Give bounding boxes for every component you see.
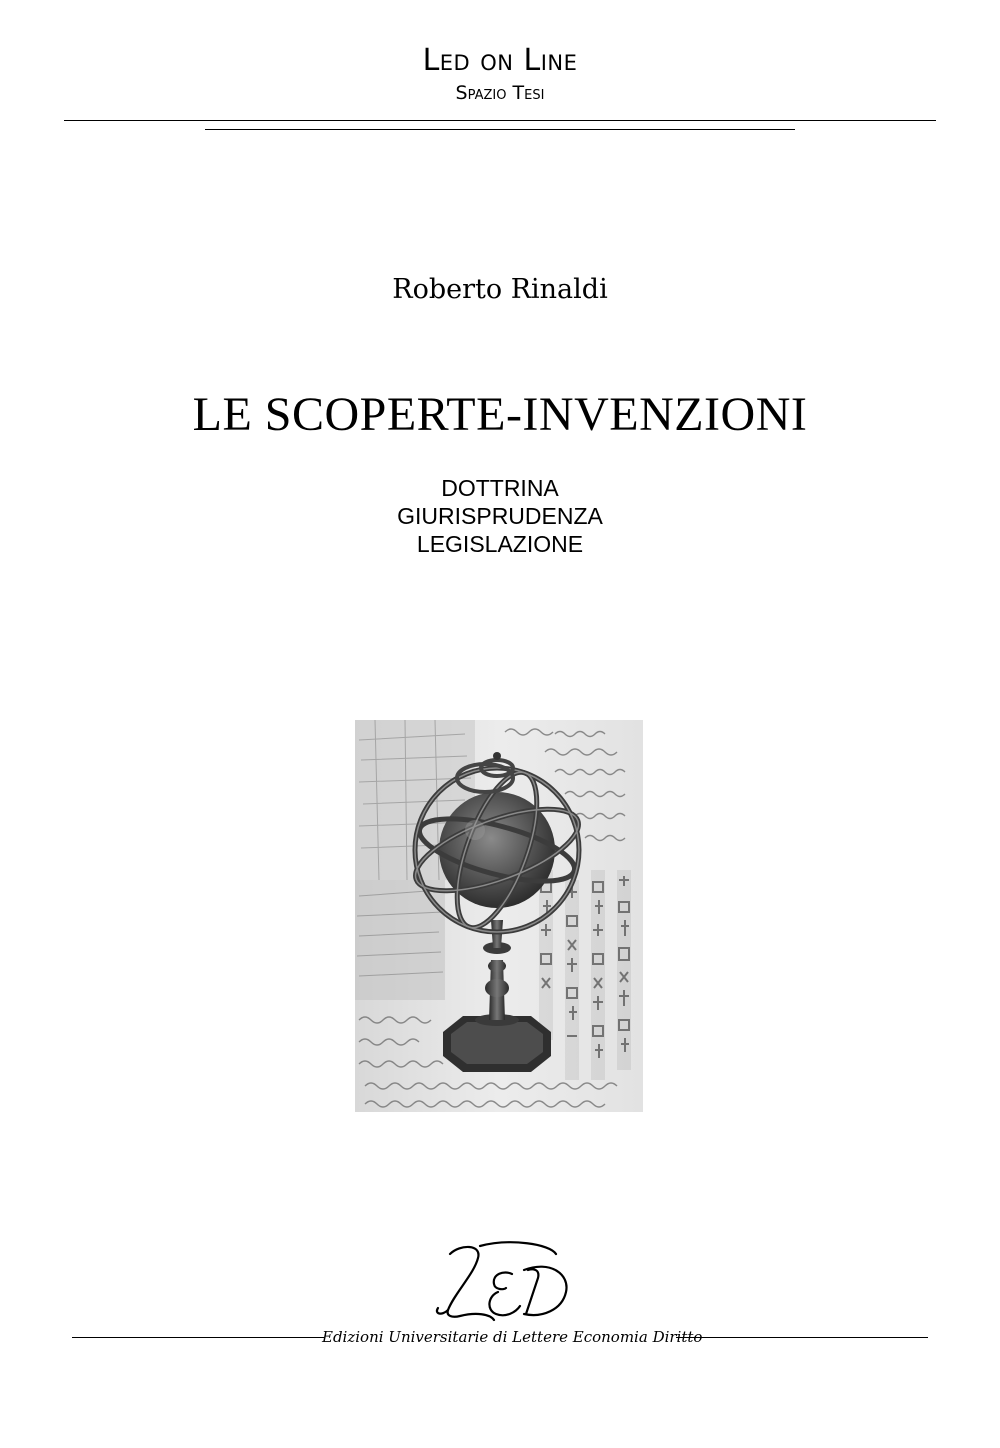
footer-divider-right [676,1337,928,1338]
header-divider-long [64,120,936,121]
footer-divider-left [72,1337,324,1338]
armillary-sphere-illustration-icon [355,720,643,1112]
series-subtitle: Spazio Tesi [455,82,545,104]
author-name: Roberto Rinaldi [392,274,608,305]
publisher-name: Edizioni Universitarie di Lettere Economia Diritto [322,1328,703,1346]
subtitle-line-dottrina: DOTTRINA [441,475,559,501]
publisher-footer [72,1326,928,1350]
led-logo-icon [420,1240,580,1328]
subtitle-line-legislazione: LEGISLAZIONE [416,531,584,557]
series-header [0,44,1000,104]
subtitle-block [0,474,1000,558]
series-title: Led on Line [422,43,578,78]
subtitle-line-giurisprudenza: GIURISPRUDENZA [397,503,603,529]
header-divider-short [205,129,795,130]
book-title: LE SCOPERTE-INVENZIONI [192,388,808,441]
